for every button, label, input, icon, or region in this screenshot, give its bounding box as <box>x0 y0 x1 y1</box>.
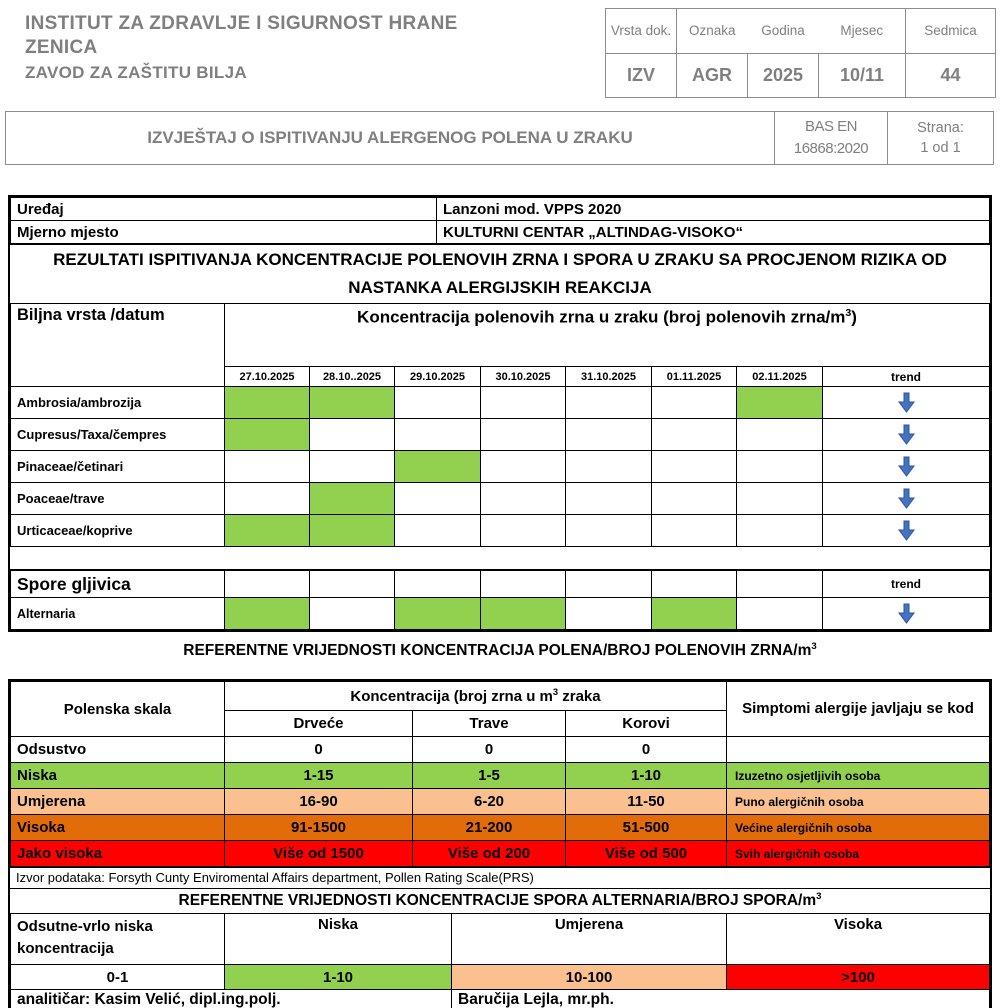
pollen-cell <box>737 419 823 451</box>
reference-row <box>11 737 990 763</box>
mark-value: AGR <box>677 54 748 98</box>
spore-cell <box>566 598 652 630</box>
pollen-cell <box>225 387 310 419</box>
analyst-left: analitičar: Kasim Velić, dipl.ing.polj. <box>11 990 452 1008</box>
trend-cell <box>823 387 990 419</box>
spore-reference-header-row <box>11 914 990 965</box>
pollen-cell <box>225 515 310 547</box>
trend-down-arrow-icon <box>898 456 915 477</box>
spore-reference-title-text: REFERENTNE VRIJEDNOSTI KONCENTRACIJE SPORA ALTERNARIA/BROJ SPORA/m <box>178 892 817 910</box>
trend-down-arrow-icon <box>898 520 915 541</box>
species-name: Ambrosia/ambrozija <box>11 387 225 419</box>
pollen-cell <box>395 483 481 515</box>
pollen-cell <box>566 515 652 547</box>
data-source-note: Izvor podataka: Forsyth Cunty Enviromental Affairs department, Pollen Rating Scale(PRS) <box>10 867 990 888</box>
month-value: 10/11 <box>819 54 906 98</box>
concentration-header-text: Koncentracija polenovih zrna u zraku (broj polenovih zrna/m <box>357 307 846 327</box>
species-row <box>11 387 990 419</box>
pollen-cell <box>225 419 310 451</box>
pollen-cell <box>566 419 652 451</box>
site-value: KULTURNI CENTAR „ALTINDAG-VISOKO“ <box>437 221 990 244</box>
pollen-cell <box>310 451 395 483</box>
spore-row <box>11 598 990 630</box>
pollen-cell <box>310 419 395 451</box>
spore-cell <box>737 598 823 630</box>
trend-down-arrow-icon <box>898 488 915 509</box>
symptoms-value: Većine alergičnih osoba <box>727 815 990 841</box>
pollen-cell <box>737 451 823 483</box>
spore-reference-title-sup: 3 <box>816 891 822 902</box>
high-header: Visoka <box>727 914 990 965</box>
report-title: IZVJEŠTAJ O ISPITIVANJU ALERGENOG POLENA U ZRAKU <box>6 112 775 164</box>
department-name: ZAVOD ZA ZAŠTITU BILJA <box>25 63 247 82</box>
pollen-cell <box>395 451 481 483</box>
spores-header-row <box>11 570 990 598</box>
pollen-cell <box>310 387 395 419</box>
institute-name-line1: INSTITUT ZA ZDRAVLJE I SIGURNOST HRANE <box>25 13 458 34</box>
concentration-header-sup: 3 <box>845 307 852 319</box>
reference-concentration-tail: zraka <box>558 688 601 705</box>
pollen-cell <box>395 387 481 419</box>
trees-value: 91-1500 <box>225 815 413 841</box>
empty-cell <box>652 570 737 598</box>
year-value: 2025 <box>748 54 819 98</box>
empty-cell <box>310 570 395 598</box>
symptoms-column-header: Simptomi alergije javljaju se kod <box>727 682 990 737</box>
spores-section-header: Spore gljivica <box>11 570 225 598</box>
species-date-header: Biljna vrsta /datum <box>11 304 225 387</box>
grasses-header: Trave <box>413 711 566 737</box>
scale-label: Jako visoka <box>11 841 225 867</box>
grasses-value: 6-20 <box>413 789 566 815</box>
species-row <box>11 515 990 547</box>
page-label: Strana: <box>917 120 964 136</box>
symptoms-value: Puno alergičnih osoba <box>727 789 990 815</box>
species-row <box>11 451 990 483</box>
weeds-value: Više od 500 <box>566 841 727 867</box>
species-name: Poaceae/trave <box>11 483 225 515</box>
date-header: 31.10.2025 <box>566 367 652 387</box>
absent-low-header: Odsutne-vrlo niska koncentracija <box>11 914 225 965</box>
pollen-cell <box>481 515 566 547</box>
date-header: 29.10.2025 <box>395 367 481 387</box>
symptoms-value: Svih alergičnih osoba <box>727 841 990 867</box>
species-row <box>11 483 990 515</box>
standard-line2: 16868:2020 <box>793 140 869 157</box>
reference-concentration-header <box>225 682 727 711</box>
low-header: Niska <box>225 914 452 965</box>
species-row <box>11 419 990 451</box>
reference-row <box>11 815 990 841</box>
scale-label: Niska <box>11 763 225 789</box>
pollen-cell <box>652 515 737 547</box>
date-header: 01.11.2025 <box>652 367 737 387</box>
pollen-cell <box>481 451 566 483</box>
trees-value: 0 <box>225 737 413 763</box>
results-table <box>10 303 990 630</box>
date-header: 02.11.2025 <box>737 367 823 387</box>
weeds-header: Korovi <box>566 711 727 737</box>
empty-cell <box>225 570 310 598</box>
pollen-cell <box>481 387 566 419</box>
scale-label: Visoka <box>11 815 225 841</box>
pollen-cell <box>652 451 737 483</box>
doc-type-value: IZV <box>606 54 677 98</box>
weeds-value: 1-10 <box>566 763 727 789</box>
reference-row <box>11 841 990 867</box>
pollen-cell <box>310 483 395 515</box>
spore-cell <box>481 598 566 630</box>
year-header: Godina <box>748 9 819 54</box>
trend-down-arrow-icon <box>898 392 915 413</box>
grasses-value: Više od 200 <box>413 841 566 867</box>
trend-cell <box>823 483 990 515</box>
reference-section <box>8 679 992 1008</box>
scale-column-header: Polenska skala <box>11 682 225 737</box>
date-header: 27.10.2025 <box>225 367 310 387</box>
weeds-value: 51-500 <box>566 815 727 841</box>
pollen-cell <box>566 483 652 515</box>
page-indicator <box>888 112 993 164</box>
trend-cell <box>823 451 990 483</box>
empty-cell <box>395 570 481 598</box>
mark-header: Oznaka <box>677 9 748 54</box>
analyst-right: Baručija Lejla, mr.ph. <box>452 990 990 1008</box>
pollen-cell <box>395 515 481 547</box>
empty-cell <box>566 570 652 598</box>
symptoms-value <box>727 737 990 763</box>
page-value: 1 od 1 <box>920 140 961 156</box>
absent-low-value: 0-1 <box>11 965 225 990</box>
pollen-cell <box>737 387 823 419</box>
reference-concentration-text: Koncentracija (broj zrna u m <box>350 688 553 705</box>
spacer-row <box>11 547 990 571</box>
standard-line1: BAS EN <box>804 118 858 135</box>
results-section <box>8 195 992 632</box>
trend-cell <box>823 419 990 451</box>
trees-value: Više od 1500 <box>225 841 413 867</box>
pollen-cell <box>481 483 566 515</box>
empty-cell <box>737 570 823 598</box>
pollen-cell <box>395 419 481 451</box>
pollen-cell <box>737 515 823 547</box>
pollen-cell <box>652 483 737 515</box>
trend-header: trend <box>823 570 990 598</box>
trees-value: 16-90 <box>225 789 413 815</box>
weeds-value: 0 <box>566 737 727 763</box>
device-value: Lanzoni mod. VPPS 2020 <box>437 198 990 221</box>
pollen-cell <box>652 387 737 419</box>
spore-name: Alternaria <box>11 598 225 630</box>
device-label: Uređaj <box>11 198 437 221</box>
pollen-reference-title-sup: 3 <box>811 641 817 652</box>
reference-row <box>11 789 990 815</box>
pollen-cell <box>225 483 310 515</box>
species-name: Cupresus/Taxa/čempres <box>11 419 225 451</box>
title-bar <box>5 111 994 165</box>
institute-heading <box>25 12 595 85</box>
grasses-value: 1-5 <box>413 763 566 789</box>
spore-reference-value-row <box>11 965 990 990</box>
low-value: 1-10 <box>225 965 452 990</box>
analyst-row <box>11 990 990 1008</box>
pollen-cell <box>566 387 652 419</box>
symptoms-value: Izuzetno osjetljivih osoba <box>727 763 990 789</box>
pollen-reference-title-text: REFERENTNE VRIJEDNOSTI KONCENTRACIJA POLENA/BROJ POLENOVIH ZRNA/m <box>183 642 812 660</box>
spore-reference-title <box>10 888 990 913</box>
spore-reference-table <box>10 913 990 1008</box>
high-value: >100 <box>727 965 990 990</box>
pollen-cell <box>737 483 823 515</box>
reference-row <box>11 763 990 789</box>
trend-cell <box>823 598 990 630</box>
pollen-cell <box>652 419 737 451</box>
date-header: 28.10..2025 <box>310 367 395 387</box>
grasses-value: 0 <box>413 737 566 763</box>
trend-down-arrow-icon <box>898 424 915 445</box>
standard-reference <box>775 112 888 164</box>
species-name: Urticaceae/koprive <box>11 515 225 547</box>
species-name: Pinaceae/četinari <box>11 451 225 483</box>
results-heading: REZULTATI ISPITIVANJA KONCENTRACIJE POLENOVIH ZRNA I SPORA U ZRAKU SA PROCJENOM RIZIKA OD NASTANKA ALERGIJSKIH REAKCIJA <box>10 244 990 303</box>
pollen-cell <box>481 419 566 451</box>
trend-cell <box>823 515 990 547</box>
scale-label: Odsustvo <box>11 737 225 763</box>
pollen-cell <box>225 451 310 483</box>
doc-info-table <box>605 8 996 98</box>
spore-cell <box>652 598 737 630</box>
moderate-value: 10-100 <box>452 965 727 990</box>
moderate-header: Umjerena <box>452 914 727 965</box>
site-label: Mjerno mjesto <box>11 221 437 244</box>
pollen-reference-title <box>0 641 1000 660</box>
device-info-table <box>10 197 990 244</box>
empty-cell <box>481 570 566 598</box>
trend-down-arrow-icon <box>898 603 915 624</box>
spore-cell <box>225 598 310 630</box>
week-value: 44 <box>906 54 996 98</box>
trees-value: 1-15 <box>225 763 413 789</box>
month-header: Mjesec <box>819 9 906 54</box>
reference-concentration-sup: 3 <box>552 687 559 697</box>
doc-type-header: Vrsta dok. <box>606 9 677 54</box>
grasses-value: 21-200 <box>413 815 566 841</box>
scale-label: Umjerena <box>11 789 225 815</box>
week-header: Sedmica <box>906 9 996 54</box>
spacer-cell <box>11 547 990 571</box>
trend-header: trend <box>823 367 990 387</box>
pollen-cell <box>310 515 395 547</box>
concentration-header <box>225 304 990 367</box>
pollen-reference-table <box>10 681 990 867</box>
spore-cell <box>310 598 395 630</box>
concentration-header-tail: ) <box>851 307 857 327</box>
institute-name-line2: ZENICA <box>25 37 98 58</box>
pollen-cell <box>566 451 652 483</box>
weeds-value: 11-50 <box>566 789 727 815</box>
spore-cell <box>395 598 481 630</box>
date-header: 30.10.2025 <box>481 367 566 387</box>
trees-header: Drveće <box>225 711 413 737</box>
